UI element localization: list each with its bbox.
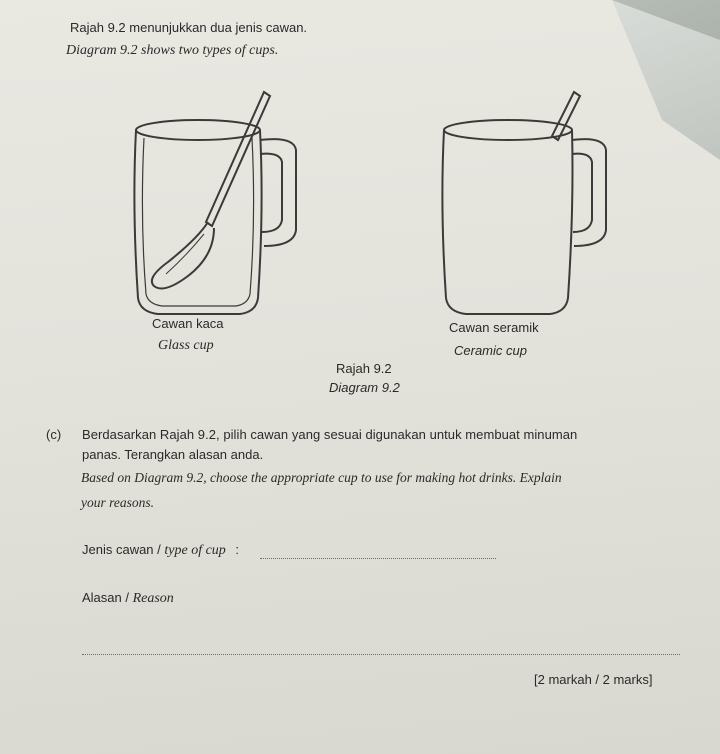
figure-caption-malay: Rajah 9.2 <box>336 361 392 376</box>
cup-type-label <box>82 543 239 559</box>
cup-type-label-english: type of cup <box>164 543 226 558</box>
ceramic-cup-label-english: Ceramic cup <box>454 343 527 358</box>
cup-type-colon: : <box>235 542 240 557</box>
ceramic-cup-label-malay: Cawan seramik <box>449 320 539 335</box>
question-number: (c) <box>46 427 62 442</box>
question-malay-line-2: panas. Terangkan alasan anda. <box>82 447 264 462</box>
glass-cup-label-malay: Cawan kaca <box>152 316 224 331</box>
figure-caption-english: Diagram 9.2 <box>329 380 400 395</box>
reason-label-english: Reason <box>132 591 174 606</box>
header-line-malay: Rajah 9.2 menunjukkan dua jenis cawan. <box>70 20 308 35</box>
cup-type-answer-line[interactable] <box>260 558 496 559</box>
glass-cup-illustration <box>128 88 308 320</box>
reason-answer-line[interactable] <box>82 654 680 655</box>
reason-label-malay: Alasan / <box>82 590 133 605</box>
cup-type-label-malay: Jenis cawan / <box>82 542 165 557</box>
ceramic-cup-illustration <box>436 88 616 320</box>
question-english-line-2: your reasons. <box>81 495 154 510</box>
glass-cup-label-english: Glass cup <box>158 338 214 353</box>
marks-allocation: [2 markah / 2 marks] <box>534 672 653 687</box>
question-english-line-1: Based on Diagram 9.2, choose the appropriate cup to use for making hot drinks. Explain <box>81 470 562 485</box>
reason-label <box>82 591 174 607</box>
header-line-english: Diagram 9.2 shows two types of cups. <box>66 43 279 58</box>
question-malay-line-1: Berdasarkan Rajah 9.2, pilih cawan yang sesuai digunakan untuk membuat minuman <box>82 427 578 442</box>
